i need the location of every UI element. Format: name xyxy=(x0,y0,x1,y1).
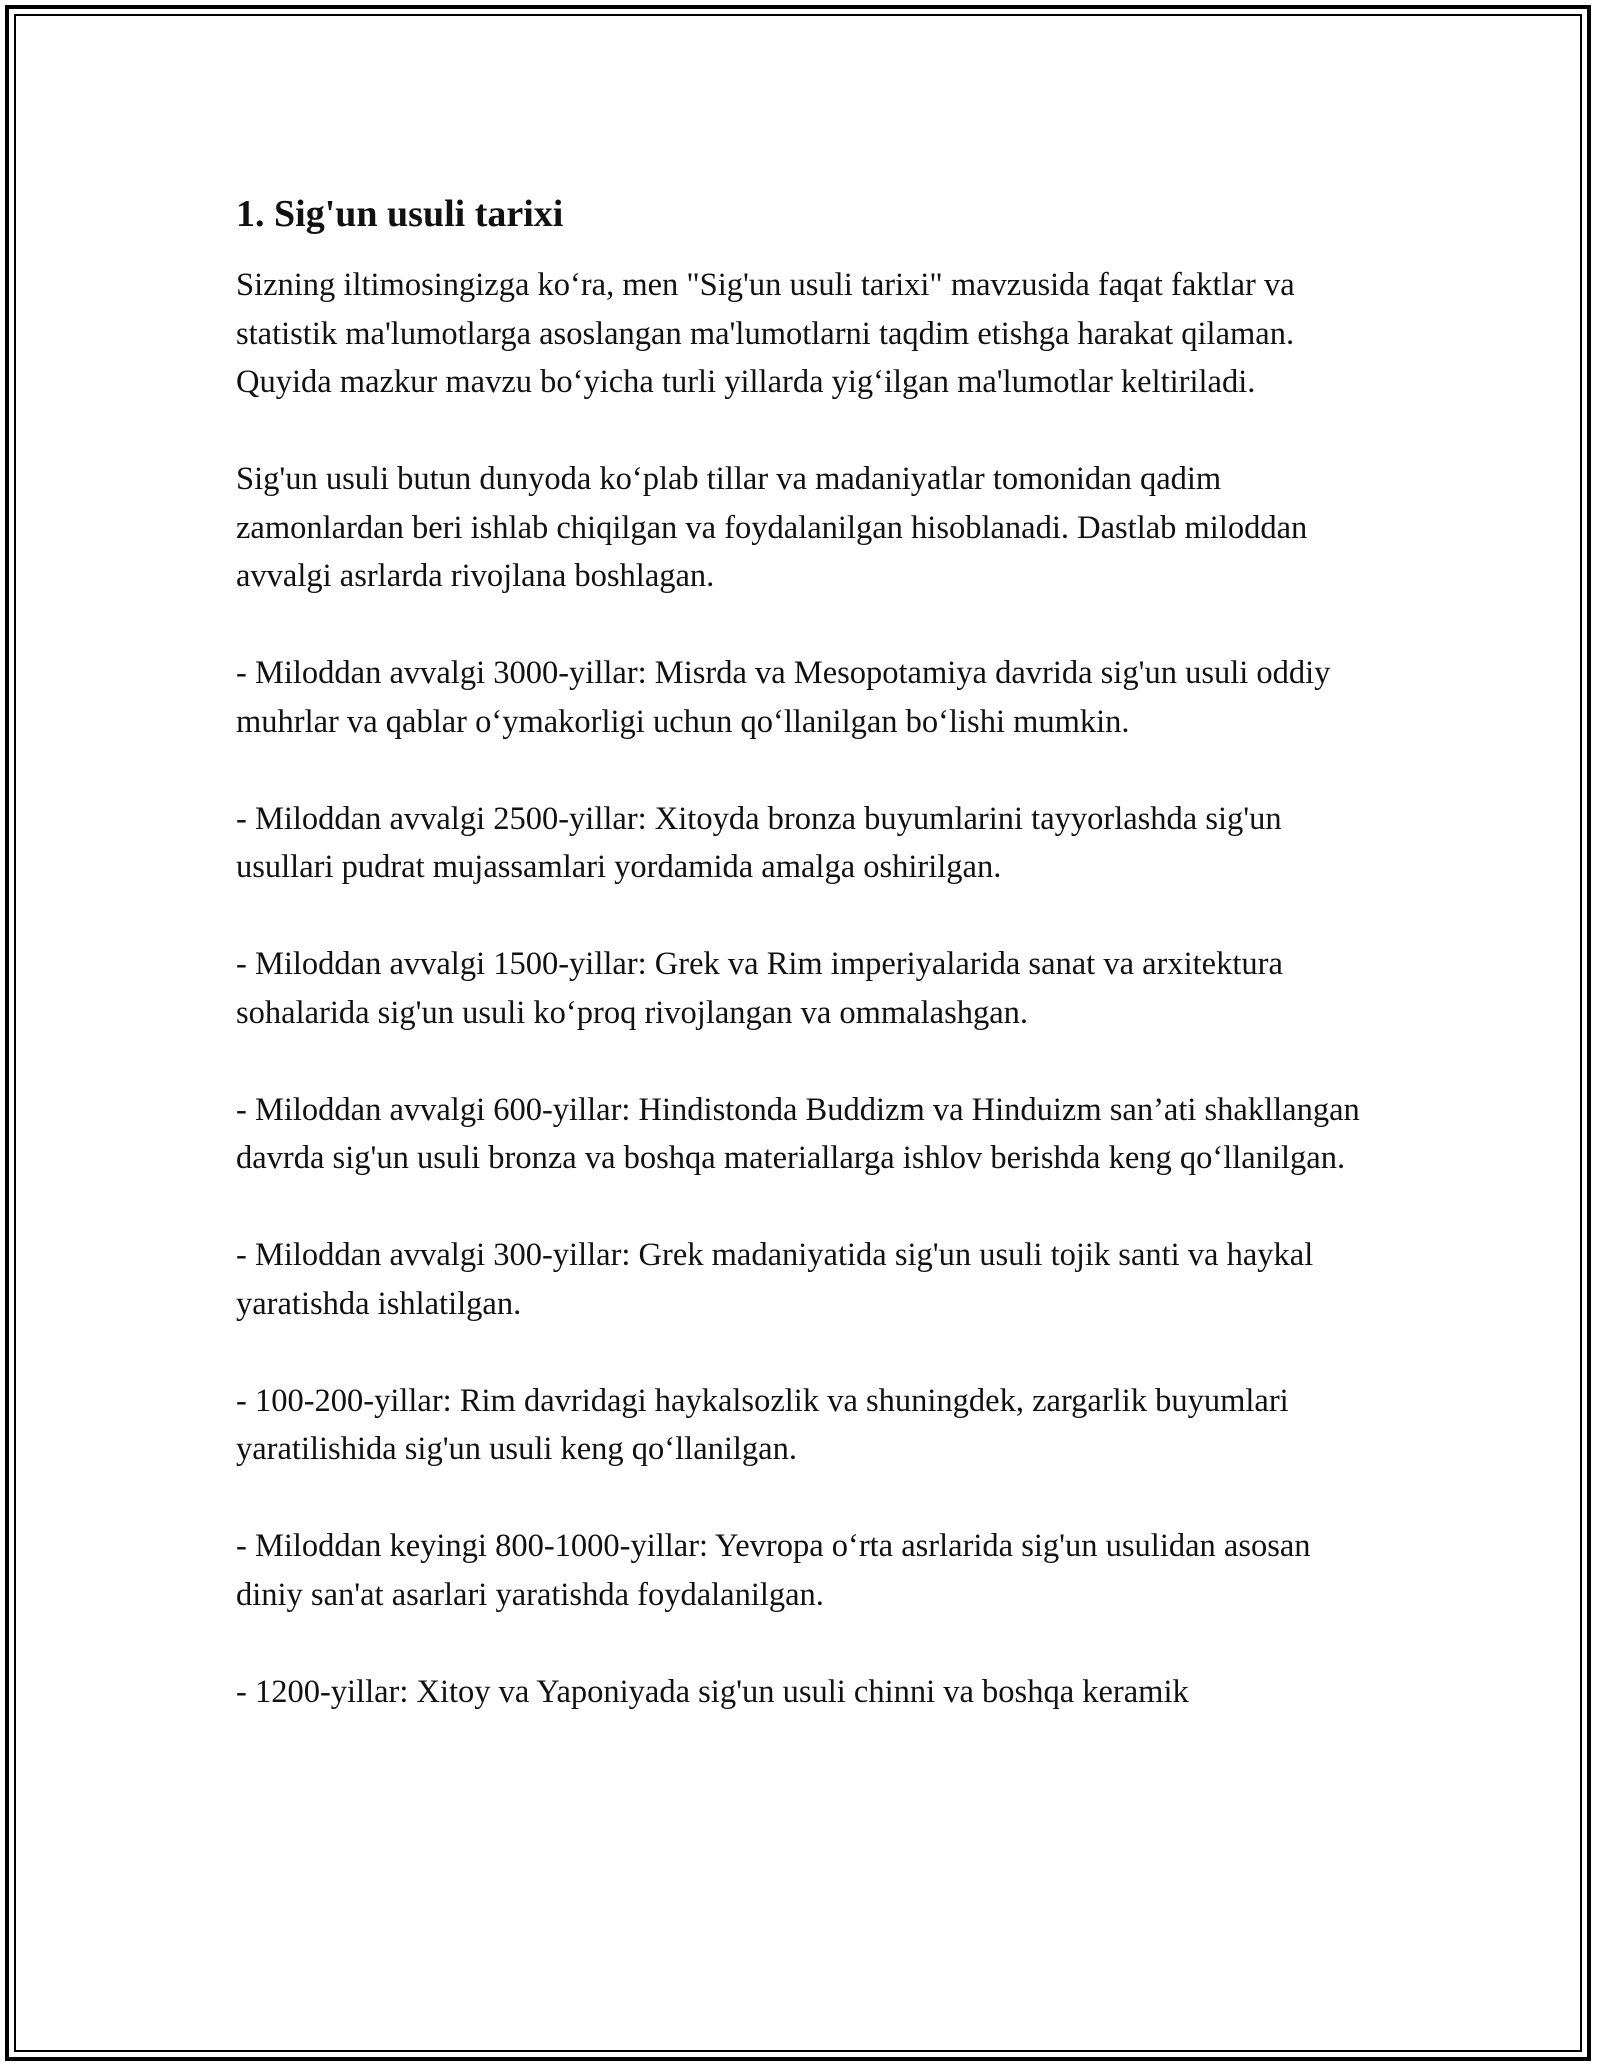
timeline-item: - 1200-yillar: Xitoy va Yaponiyada sig'un usuli chinni va boshqa keramik xyxy=(236,1673,1189,1710)
timeline-item: - Miloddan keyingi 800-1000-yillar: Yevropa o‘rta asrlarida sig'un usulidan asosan diniy san'at asarlari yaratishda foydalanilgan. xyxy=(236,1528,1311,1613)
timeline-item: - Miloddan avvalgi 600-yillar: Hindistonda Buddizm va Hinduizm san’ati shakllangan davrda sig'un usuli bronza va boshqa materiallarga ishlov berishda keng qo‘llanilgan. xyxy=(236,1091,1360,1176)
timeline-item: - Miloddan avvalgi 1500-yillar: Grek va Rim imperiyalarida sanat va arxitektura sohalarida sig'un usuli ko‘proq rivojlangan va ommalashgan. xyxy=(236,946,1283,1031)
intro-paragraph: Sizning iltimosingizga ko‘ra, men "Sig'un usuli tarixi" mavzusida faqat faktlar va statistik ma'lumotlarga asoslangan ma'lumotlarni taqdim etishga harakat qilaman. Quyida mazkur mavzu bo‘yicha turli yillarda yig‘ilgan ma'lumotlar keltiriladi. xyxy=(236,267,1295,400)
section-heading: 1. Sig'un usuli tarixi xyxy=(236,193,564,235)
document-body xyxy=(236,185,1376,1716)
timeline-item: - Miloddan avvalgi 2500-yillar: Xitoyda bronza buyumlarini tayyorlashda sig'un usullari pudrat mujassamlari yordamida amalga oshirilgan. xyxy=(236,800,1282,885)
timeline-item: - Miloddan avvalgi 300-yillar: Grek madaniyatida sig'un usuli tojik santi va haykal yaratishda ishlatilgan. xyxy=(236,1237,1314,1322)
timeline-item: - Miloddan avvalgi 3000-yillar: Misrda va Mesopotamiya davrida sig'un usuli oddiy muhrlar va qablar o‘ymakorligi uchun qo‘llanilgan bo‘lishi mumkin. xyxy=(236,655,1331,740)
overview-paragraph: Sig'un usuli butun dunyoda ko‘plab tillar va madaniyatlar tomonidan qadim zamonlardan beri ishlab chiqilgan va foydalanilgan hisoblanadi. Dastlab miloddan avvalgi asrlarda rivojlana boshlagan. xyxy=(236,461,1308,594)
timeline-item: - 100-200-yillar: Rim davridagi haykalsozlik va shuningdek, zargarlik buyumlari yaratilishida sig'un usuli keng qo‘llanilgan. xyxy=(236,1382,1289,1467)
